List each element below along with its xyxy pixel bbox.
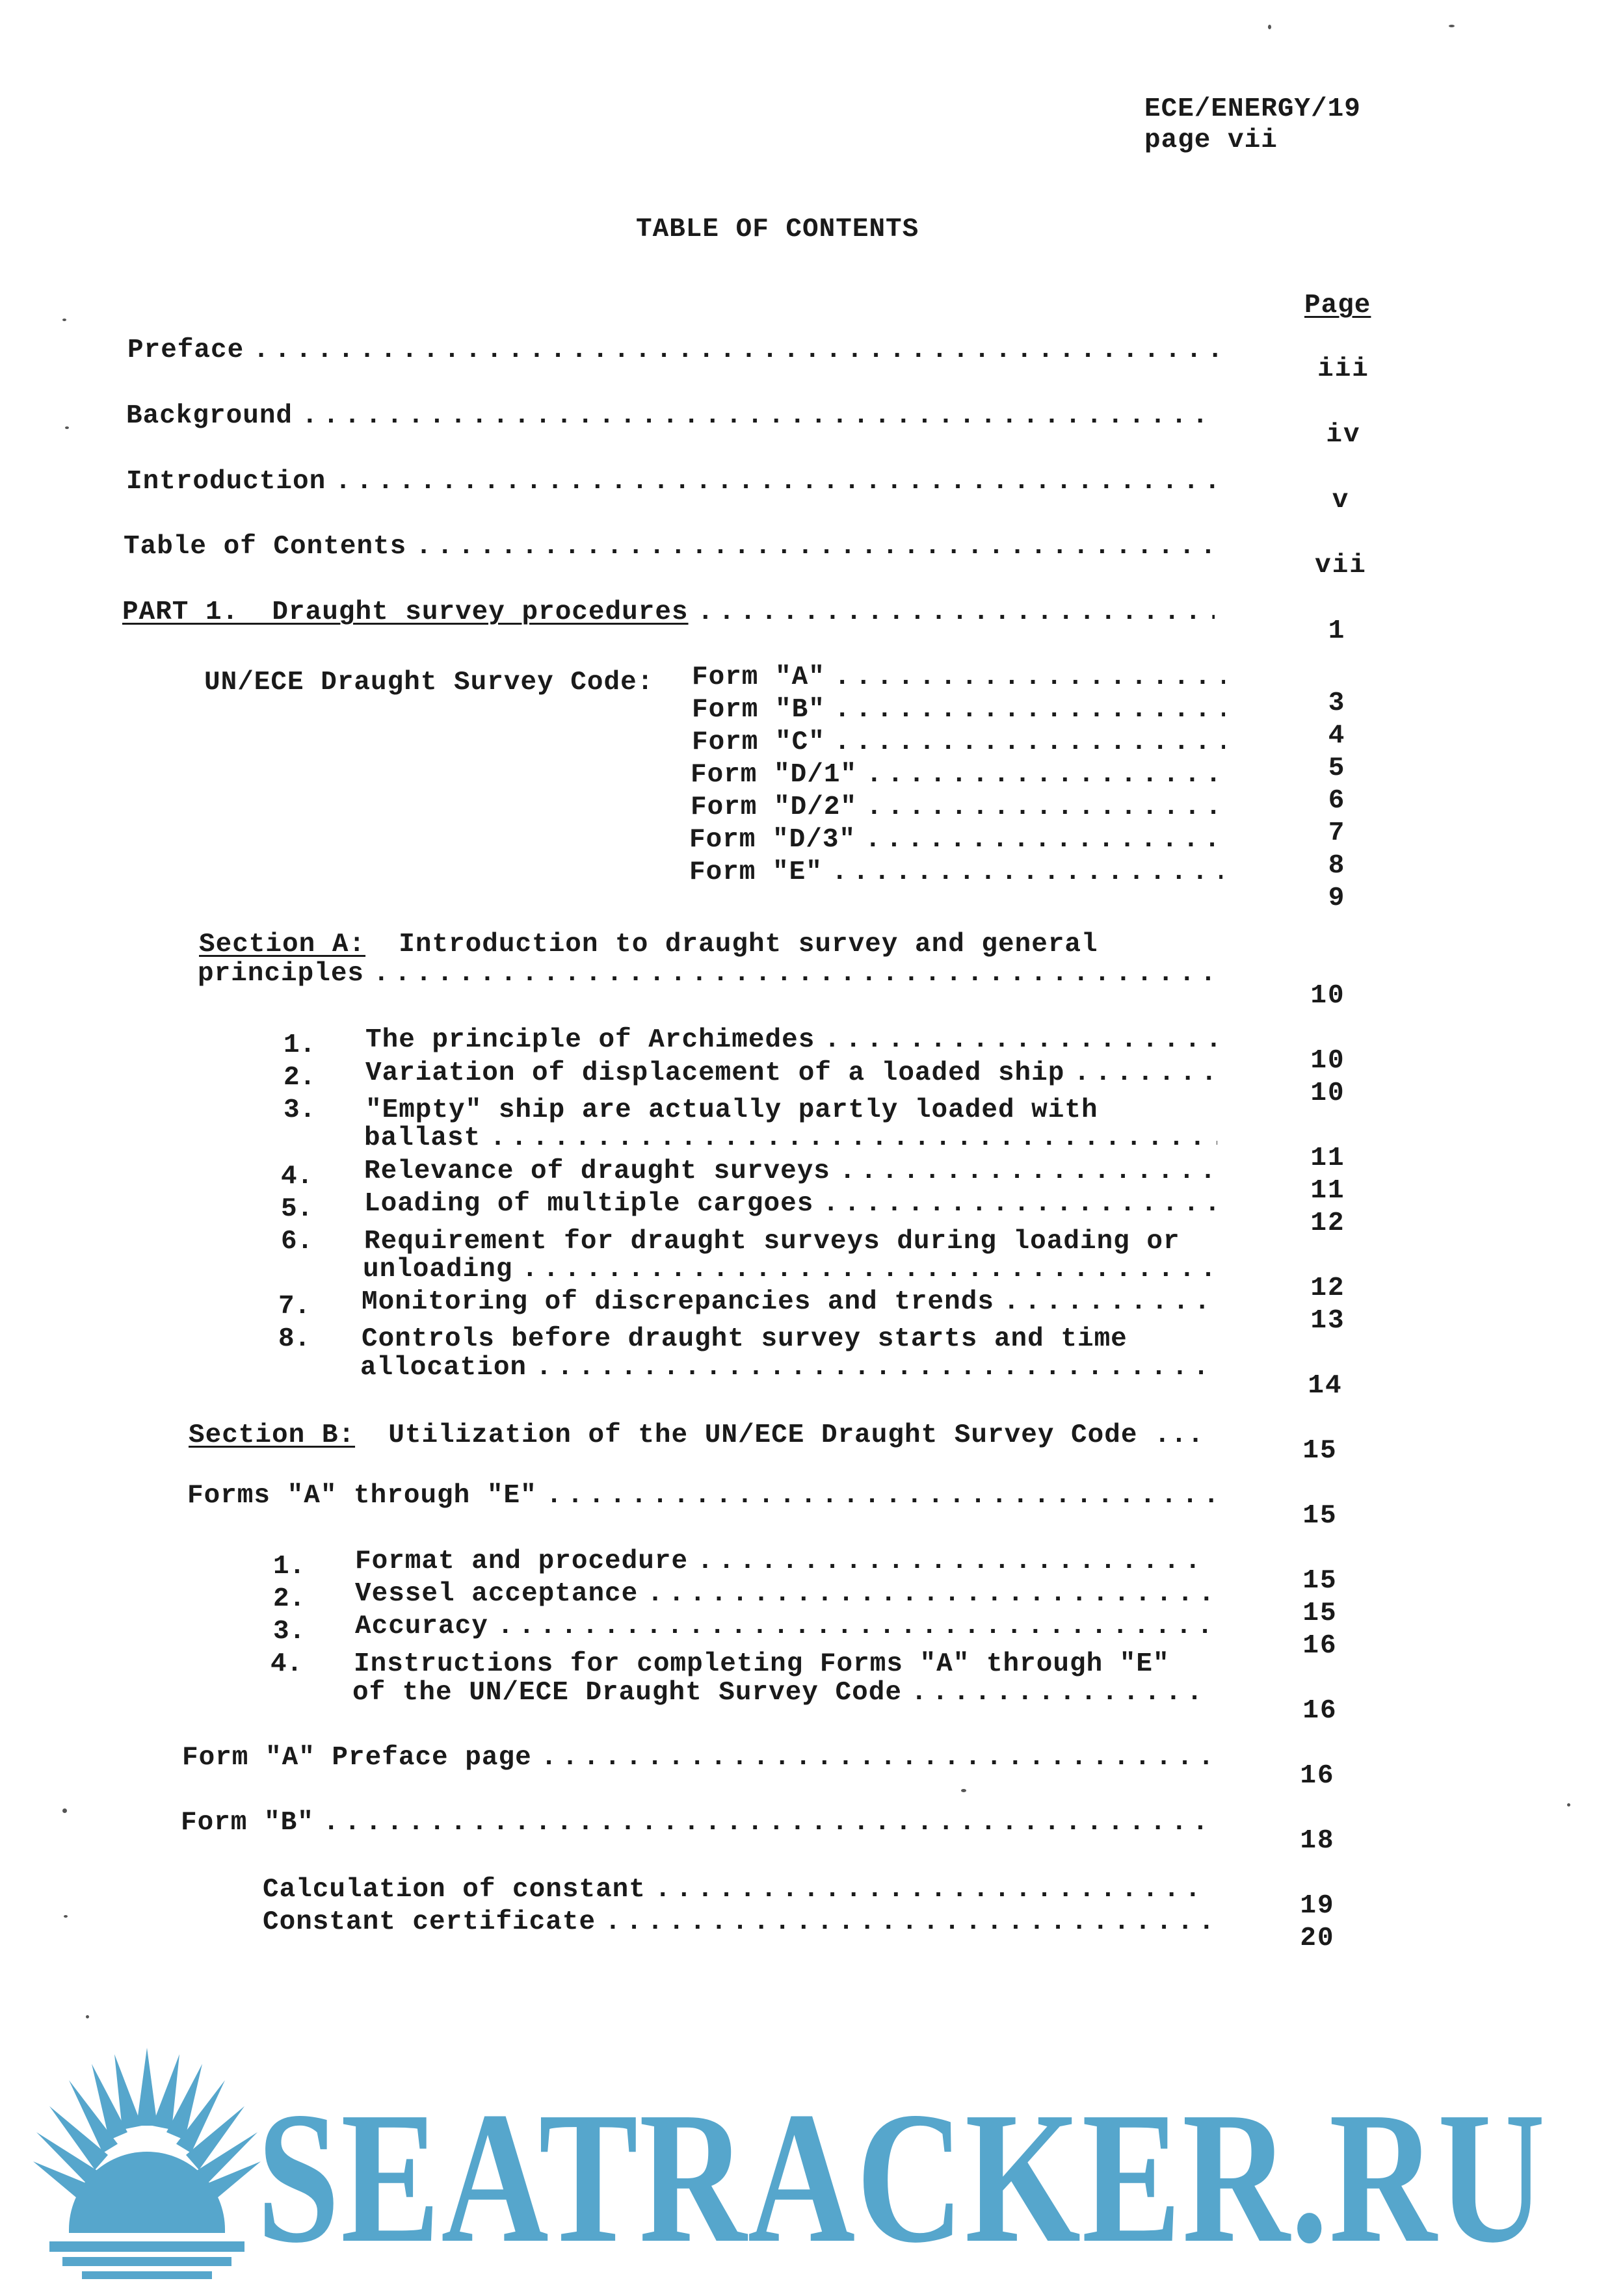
item-index: 3.	[273, 1617, 306, 1647]
toc-entry-controls-cont: allocation .....	[360, 1352, 1216, 1383]
toc-entry-section-a-cont: principles .....	[198, 958, 1220, 989]
toc-page-number: 10	[1310, 1078, 1345, 1108]
toc-entry-monitoring: Monitoring of discrepancies and trends .....	[362, 1286, 1216, 1318]
dot-leader	[866, 792, 1225, 823]
toc-page-number: 16	[1300, 1761, 1335, 1791]
sun-logo-icon	[30, 2035, 264, 2282]
toc-page-number: 18	[1300, 1826, 1335, 1856]
toc-entry-form-a-preface: Form "A" Preface page .....	[182, 1742, 1212, 1773]
dot-leader	[302, 400, 1216, 432]
toc-page-number: 15	[1302, 1436, 1338, 1466]
toc-page-number: 5	[1328, 753, 1346, 783]
toc-page-number: 7	[1328, 818, 1346, 848]
dot-leader	[536, 1352, 1216, 1383]
dot-leader	[834, 694, 1225, 725]
toc-entry-section-a: Section A: Introduction to draught survey and general	[199, 930, 1098, 959]
dot-leader	[1074, 1058, 1219, 1089]
dot-leader	[323, 1807, 1211, 1838]
item-index: 4.	[270, 1649, 303, 1679]
toc-entry-section-b: Section B: Utilization of the UN/ECE Draught Survey Code ...	[189, 1420, 1204, 1450]
toc-entry-introduction: Introduction .....	[126, 466, 1216, 497]
dot-leader	[541, 1742, 1212, 1773]
dot-leader	[373, 958, 1220, 989]
toc-entry-table-of-contents: Table of Contents .....	[124, 531, 1215, 562]
toc-page-number: 10	[1310, 981, 1345, 1011]
scan-speck	[62, 1808, 67, 1813]
toc-page-number: 20	[1300, 1924, 1335, 1953]
scan-speck	[65, 426, 69, 429]
toc-entry-multiple-cargoes: Loading of multiple cargoes .....	[364, 1188, 1217, 1220]
dot-leader	[497, 1611, 1212, 1642]
toc-entry-relevance: Relevance of draught surveys .....	[364, 1156, 1217, 1187]
toc-page-number: iv	[1326, 420, 1361, 450]
scan-speck	[1268, 25, 1271, 29]
watermark-text: SEATRACKER.RU	[257, 2073, 1546, 2282]
toc-page-number: 11	[1310, 1143, 1345, 1173]
toc-page-number: 16	[1302, 1631, 1338, 1661]
dot-leader	[253, 335, 1217, 366]
item-index: 5.	[281, 1194, 313, 1224]
dot-leader	[824, 1024, 1219, 1056]
toc-page-number: 15	[1302, 1598, 1338, 1628]
item-index: 4.	[281, 1162, 313, 1192]
toc-page-number: 19	[1300, 1891, 1335, 1921]
toc-page-number: 12	[1310, 1208, 1345, 1238]
toc-entry-vessel-acceptance: Vessel acceptance .....	[355, 1578, 1212, 1610]
toc-entry-part-1: PART 1. Draught survey procedures .....	[122, 597, 1215, 628]
toc-page-number: 10	[1310, 1046, 1345, 1076]
toc-entry-forms-a-e: Forms "A" through "E" .....	[187, 1480, 1215, 1511]
scan-speck	[1449, 25, 1455, 27]
dot-leader	[697, 1546, 1212, 1577]
toc-page-number: 15	[1302, 1566, 1338, 1596]
dot-leader	[521, 1254, 1216, 1285]
toc-entry-form-e: Form "E" .....	[689, 857, 1222, 888]
toc-entry-empty-ship-cont: ballast .....	[364, 1123, 1217, 1154]
toc-page-number: 13	[1310, 1306, 1345, 1336]
toc-page-number: 15	[1302, 1501, 1338, 1531]
toc-page-number: 14	[1308, 1371, 1343, 1401]
dot-leader	[605, 1907, 1209, 1938]
toc-page-number: 3	[1328, 688, 1346, 718]
dot-leader	[832, 857, 1222, 888]
toc-page-number: vii	[1315, 551, 1367, 581]
scan-speck	[86, 2015, 89, 2018]
toc-entry-form-d1: Form "D/1" .....	[691, 759, 1225, 790]
scan-speck	[1567, 1803, 1570, 1807]
toc-page-number: 6	[1328, 786, 1346, 816]
toc-entry-format-procedure: Format and procedure .....	[355, 1546, 1212, 1577]
toc-entry-calculation-constant: Calculation of constant .....	[263, 1874, 1209, 1905]
toc-entry-instructions: Instructions for completing Forms "A" through "E"	[354, 1649, 1170, 1679]
toc-entry-preface: Preface .....	[127, 335, 1217, 366]
dot-leader	[647, 1578, 1212, 1610]
page-column-heading: Page	[1304, 291, 1371, 320]
toc-entry-archimedes: The principle of Archimedes .....	[365, 1024, 1219, 1056]
toc-entry-form-c: Form "C" .....	[692, 727, 1225, 758]
toc-page-number: 4	[1328, 721, 1346, 751]
item-index: 3.	[284, 1095, 316, 1125]
toc-entry-form-d3: Form "D/3" .....	[689, 824, 1224, 855]
item-index: 2.	[284, 1063, 316, 1093]
code-forms-heading: UN/ECE Draught Survey Code:	[204, 668, 654, 698]
dot-leader	[546, 1480, 1215, 1511]
scan-speck	[64, 1915, 68, 1918]
toc-entry-form-d2: Form "D/2" .....	[691, 792, 1225, 823]
dot-leader	[335, 466, 1216, 497]
dot-leader	[839, 1156, 1217, 1187]
dot-leader	[416, 531, 1215, 562]
page-number-label: page vii	[1144, 125, 1278, 155]
toc-entry-controls: Controls before draught survey starts and time	[362, 1324, 1128, 1354]
toc-entry-constant-certificate: Constant certificate .....	[263, 1907, 1209, 1938]
dot-leader	[698, 597, 1215, 628]
item-index: 8.	[278, 1324, 311, 1354]
item-index: 7.	[278, 1292, 311, 1322]
toc-entry-requirement-cont: unloading .....	[363, 1254, 1216, 1285]
toc-entry-empty-ship: "Empty" ship are actually partly loaded with	[365, 1095, 1098, 1125]
toc-entry-form-b: Form "B" .....	[692, 694, 1225, 725]
dot-leader	[911, 1677, 1212, 1708]
scan-speck	[62, 319, 66, 321]
item-index: 2.	[273, 1584, 306, 1614]
item-index: 1.	[284, 1030, 316, 1060]
toc-entry-requirement: Requirement for draught surveys during loading or	[364, 1227, 1180, 1257]
toc-page-number: 11	[1310, 1176, 1345, 1206]
toc-entry-variation-displacement: Variation of displacement of a loaded ship .....	[365, 1058, 1219, 1089]
item-index: 6.	[281, 1227, 313, 1257]
toc-entry-form-a: Form "A" .....	[692, 662, 1225, 693]
toc-entry-accuracy: Accuracy .....	[355, 1611, 1212, 1642]
toc-entry-form-b-section: Form "B" .....	[181, 1807, 1211, 1838]
dot-leader	[1003, 1286, 1216, 1318]
dot-leader	[823, 1188, 1217, 1220]
toc-entry-background: Background .....	[126, 400, 1216, 432]
toc-page-number: 1	[1328, 616, 1346, 646]
toc-page-number: v	[1332, 486, 1350, 515]
dot-leader	[834, 662, 1225, 693]
dot-leader	[865, 824, 1224, 855]
toc-page-number: 16	[1302, 1696, 1338, 1726]
dot-leader	[866, 759, 1225, 790]
page-title: TABLE OF CONTENTS	[636, 215, 919, 244]
document-code: ECE/ENERGY/19	[1144, 94, 1361, 124]
item-index: 1.	[273, 1552, 306, 1582]
dot-leader	[834, 727, 1225, 758]
toc-entry-instructions-cont: of the UN/ECE Draught Survey Code .....	[352, 1677, 1212, 1708]
toc-page-number: 8	[1328, 851, 1346, 881]
toc-page-number: 9	[1328, 883, 1346, 913]
dot-leader	[655, 1874, 1209, 1905]
toc-page-number: iii	[1317, 354, 1369, 384]
scan-speck	[961, 1789, 966, 1792]
dot-leader	[490, 1123, 1217, 1154]
toc-page-number: 12	[1310, 1273, 1345, 1303]
